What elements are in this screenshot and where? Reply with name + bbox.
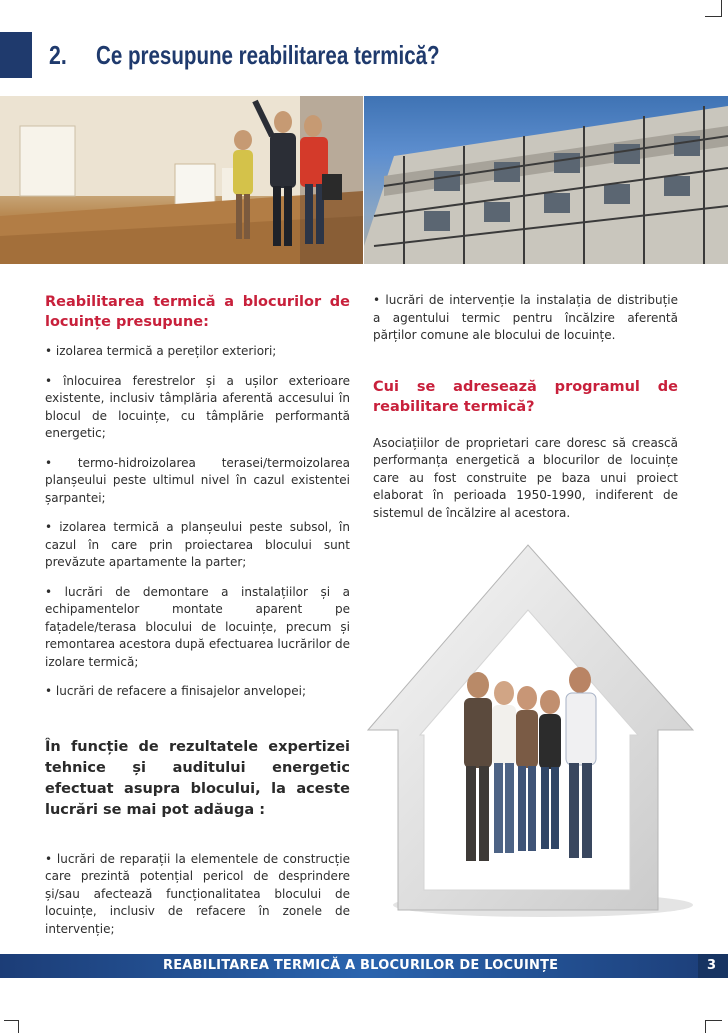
target-answer: Asociațiilor de proprietari care doresc să crească performanța energetică a blocurilor de locuințe care au fost construite pe baza unui proiect elaborat în perioada 1950-1990, indiferent de sistemul de încălzire al acestora. bbox=[373, 435, 678, 520]
crop-mark-bottom-left bbox=[4, 1020, 19, 1033]
crop-mark-top-right bbox=[705, 0, 722, 17]
target-question: Cui se adresează programul de reabilitare termică? bbox=[373, 378, 678, 415]
left-column bbox=[45, 292, 350, 938]
bullet-walls: • izolarea termică a pereților exteriori; bbox=[45, 344, 277, 358]
intro-title: Reabilitarea termică a blocurilor de locuințe presupune: bbox=[45, 294, 350, 330]
additional-works-heading: În funcție de rezultatele expertizei tehnice și auditului energetic efectuat asupra blocului, la aceste lucrări se mai pot adăuga : bbox=[45, 738, 350, 818]
bullet-repairs: • lucrări de reparații la elementele de construcție care prezintă potențial pericol de desprindere și/sau afectează funcționalitatea blocului de locuințe, inclusiv de refacere în zonele de intervenție; bbox=[45, 851, 350, 936]
bullet-installations: • lucrări de demontare a instalațiilor și a echipamentelor montate aparent pe fațadele/terasa blocului de locuințe, precum și remontarea acestora după efectuarea lucrărilor de izolare termică; bbox=[45, 584, 350, 669]
bullet-basement: • izolarea termică a planșeului peste subsol, în cazul în care prin proiectarea blocului sunt prevăzute apartamente la parter; bbox=[45, 520, 350, 569]
bullet-heating-distribution: • lucrări de intervenție la instalația de distribuție a agentului termic pentru încălzire aferentă părților comune ale blocului de locuințe. bbox=[373, 293, 678, 342]
page-title: Ce presupune reabilitarea termică? bbox=[96, 40, 440, 70]
apartment-illustration bbox=[0, 96, 363, 264]
crop-mark-bottom-right bbox=[705, 1020, 722, 1033]
photo-banner bbox=[0, 96, 728, 264]
bullet-windows: • înlocuirea ferestrelor și a ușilor exterioare existente, inclusiv tâmplăria aferentă accesului în blocul de locuințe, cu tâmplărie performantă energetic; bbox=[45, 373, 350, 440]
page-number: 3 bbox=[707, 958, 717, 973]
section-number: 2. bbox=[49, 40, 67, 70]
building-illustration bbox=[364, 96, 728, 264]
photo-building-scaffolding bbox=[364, 96, 728, 264]
footer-title: REABILITAREA TERMICĂ A BLOCURILOR DE LOCUINȚE bbox=[163, 958, 559, 973]
bullet-finishes: • lucrări de refacere a finisajelor anvelopei; bbox=[45, 684, 306, 698]
header-accent-square bbox=[0, 32, 32, 78]
photo-people-in-apartment bbox=[0, 96, 363, 264]
page-number-box bbox=[698, 954, 728, 978]
house-family-illustration bbox=[358, 530, 703, 930]
right-column bbox=[373, 292, 678, 522]
bullet-terrace: • termo-hidroizolarea terasei/termoizolarea planșeului peste ultimul nivel în cazul existentei șarpantei; bbox=[45, 455, 350, 505]
